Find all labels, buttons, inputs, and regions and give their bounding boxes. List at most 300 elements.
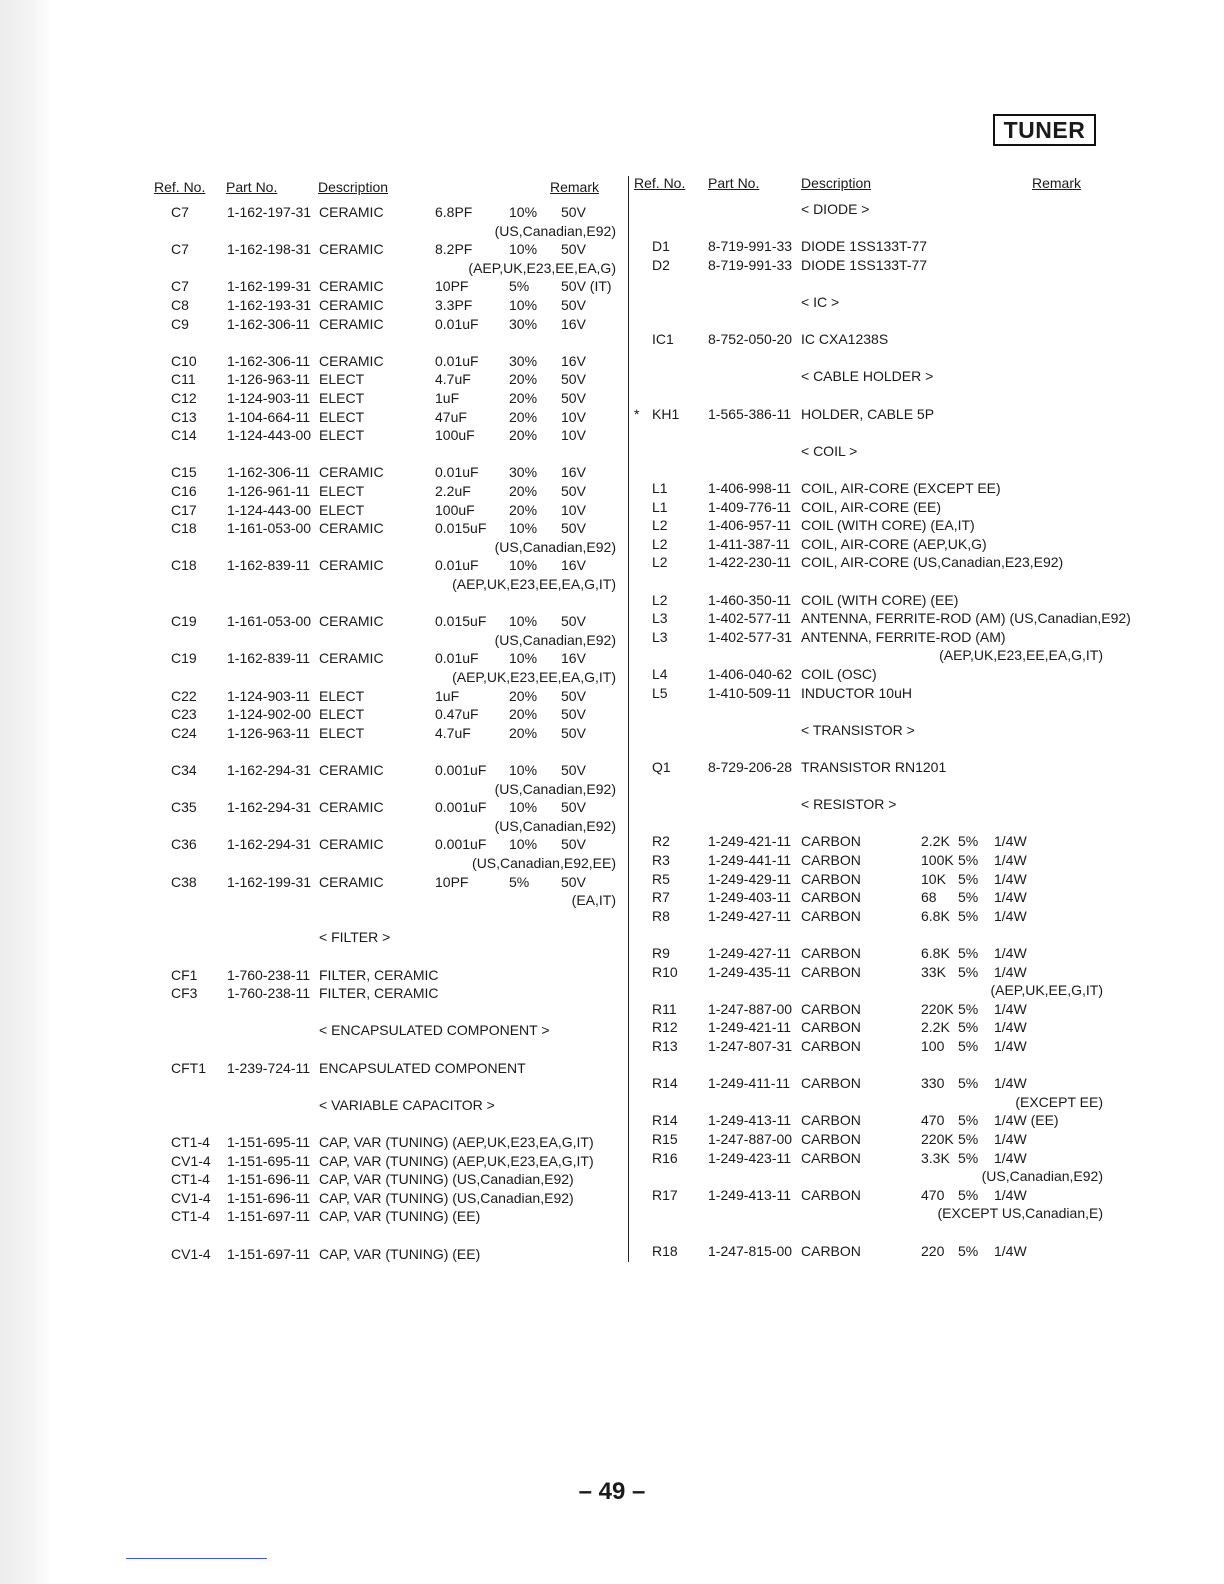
description: FILTER, CERAMIC bbox=[319, 966, 439, 983]
part-no: 1-162-193-31 bbox=[227, 297, 312, 313]
header-ref-no-right: Ref. No. bbox=[634, 175, 686, 191]
header-remark-right: Remark bbox=[1032, 175, 1082, 191]
description: ELECT bbox=[319, 427, 365, 444]
description: CERAMIC bbox=[319, 204, 384, 220]
ref-no: CV1-4 bbox=[171, 1189, 211, 1206]
ref-no: CF3 bbox=[171, 985, 198, 1002]
description: ELECT bbox=[319, 371, 365, 388]
part-no: 1-249-429-11 bbox=[708, 870, 792, 887]
tolerance: 20% bbox=[509, 724, 538, 741]
column-divider bbox=[628, 176, 629, 1262]
part-no: 1-249-411-11 bbox=[708, 1075, 790, 1092]
asterisk-mark: * bbox=[634, 405, 640, 422]
description: ELECT bbox=[319, 390, 365, 406]
rating: 50V bbox=[561, 483, 586, 499]
description: CERAMIC bbox=[319, 799, 384, 816]
header-ref-no: Ref. No. bbox=[154, 179, 206, 195]
rating: 16V bbox=[561, 315, 586, 332]
part-no: 1-162-306-11 bbox=[227, 464, 311, 481]
part-no: 1-151-695-11 bbox=[227, 1134, 311, 1150]
value: 100K bbox=[921, 852, 954, 868]
part-no: 1-760-238-11 bbox=[227, 985, 311, 1002]
description: CAP, VAR (TUNING) (US,Canadian,E92) bbox=[319, 1171, 574, 1188]
ref-no: R7 bbox=[652, 889, 670, 906]
rating: 50V bbox=[561, 520, 586, 537]
part-no: 1-162-197-31 bbox=[227, 204, 312, 220]
ref-no: CT1-4 bbox=[171, 1134, 210, 1150]
description: CARBON bbox=[801, 1186, 861, 1203]
description: CAP, VAR (TUNING) (EE) bbox=[319, 1208, 481, 1225]
tolerance: 20% bbox=[509, 687, 538, 704]
value: 470 bbox=[921, 1186, 945, 1203]
value: 6.8K bbox=[921, 945, 950, 961]
rating: 50V bbox=[561, 204, 586, 220]
description: CERAMIC bbox=[319, 557, 384, 574]
description: COIL (WITH CORE) (EA,IT) bbox=[801, 517, 975, 534]
tolerance: 30% bbox=[509, 464, 538, 481]
tolerance: 10% bbox=[509, 799, 538, 816]
scan-edge-shadow bbox=[0, 0, 52, 1584]
value: 0.01uF bbox=[435, 315, 479, 332]
rating: 10V bbox=[561, 427, 586, 444]
description: CERAMIC bbox=[319, 613, 384, 630]
part-no: 1-124-903-11 bbox=[227, 687, 311, 704]
rating: 50V bbox=[561, 390, 586, 406]
description: ELECT bbox=[319, 483, 365, 499]
value: 10K bbox=[921, 870, 946, 887]
ref-no: C22 bbox=[171, 687, 197, 704]
part-no: 1-249-421-11 bbox=[708, 833, 792, 850]
ref-no: L4 bbox=[652, 666, 668, 682]
description: COIL (OSC) bbox=[801, 666, 877, 682]
tolerance: 5% bbox=[958, 1242, 979, 1259]
description: CARBON bbox=[801, 1000, 861, 1017]
rating: 50V bbox=[561, 836, 586, 853]
header-description: Description bbox=[318, 179, 389, 195]
part-no: 1-409-776-11 bbox=[708, 498, 792, 515]
rating: 50V bbox=[561, 241, 586, 258]
rating: 16V bbox=[561, 464, 586, 481]
ref-no: R11 bbox=[652, 1000, 677, 1017]
ref-no: C8 bbox=[171, 297, 189, 313]
ref-no: R12 bbox=[652, 1019, 678, 1036]
value: 0.01uF bbox=[435, 352, 479, 369]
value: 0.01uF bbox=[435, 650, 479, 667]
wattage: 1/4W bbox=[994, 1038, 1027, 1054]
tolerance: 5% bbox=[958, 963, 979, 980]
part-no: 1-124-443-00 bbox=[227, 501, 312, 518]
value: 8.2PF bbox=[435, 241, 473, 258]
ref-no: L3 bbox=[652, 610, 668, 627]
part-no: 1-760-238-11 bbox=[227, 966, 311, 983]
value: 2.2K bbox=[921, 1019, 950, 1036]
description: CARBON bbox=[801, 1242, 861, 1259]
value: 100 bbox=[921, 1038, 945, 1054]
description: CERAMIC bbox=[319, 352, 384, 369]
description: ELECT bbox=[319, 687, 365, 704]
description: CAP, VAR (TUNING) (AEP,UK,E23,EA,G,IT) bbox=[319, 1134, 594, 1150]
ref-no: R14 bbox=[652, 1075, 678, 1092]
part-no: 1-249-413-11 bbox=[708, 1186, 792, 1203]
tolerance: 20% bbox=[509, 408, 538, 425]
remark-note: (EA,IT) bbox=[571, 892, 616, 909]
tolerance: 5% bbox=[958, 945, 979, 961]
wattage: 1/4W bbox=[994, 1075, 1027, 1092]
ref-no: C15 bbox=[171, 464, 197, 481]
tolerance: 10% bbox=[509, 241, 538, 258]
value: 6.8K bbox=[921, 907, 950, 924]
description: CARBON bbox=[801, 1019, 861, 1036]
value: 68 bbox=[921, 889, 937, 906]
category-label: < TRANSISTOR > bbox=[801, 721, 915, 738]
ref-no: R2 bbox=[652, 833, 670, 850]
part-no: 1-406-998-11 bbox=[708, 480, 792, 496]
page-number: – 49 – bbox=[578, 1478, 646, 1505]
value: 10PF bbox=[435, 278, 469, 295]
part-no: 1-249-423-11 bbox=[708, 1149, 792, 1166]
tolerance: 30% bbox=[509, 352, 538, 369]
ref-no: L3 bbox=[652, 628, 668, 645]
wattage: 1/4W bbox=[994, 907, 1027, 924]
part-no: 1-162-839-11 bbox=[227, 650, 311, 667]
rating: 50V bbox=[561, 724, 586, 741]
part-no: 1-411-387-11 bbox=[708, 535, 790, 552]
part-no: 1-162-294-31 bbox=[227, 762, 312, 778]
rating: 50V bbox=[561, 297, 586, 313]
description: CERAMIC bbox=[319, 315, 384, 332]
ref-no: R10 bbox=[652, 963, 678, 980]
description: CARBON bbox=[801, 1038, 861, 1054]
part-no: 1-162-839-11 bbox=[227, 557, 311, 574]
part-no: 1-406-040-62 bbox=[708, 666, 793, 682]
ref-no: L2 bbox=[652, 554, 668, 571]
category-label: < FILTER > bbox=[319, 929, 391, 946]
value: 0.47uF bbox=[435, 706, 479, 723]
tolerance: 20% bbox=[509, 501, 538, 518]
ref-no: C19 bbox=[171, 650, 197, 667]
ref-no: C12 bbox=[171, 390, 197, 406]
value: 220 bbox=[921, 1242, 945, 1259]
ref-no: C38 bbox=[171, 873, 197, 890]
header-part-no: Part No. bbox=[226, 179, 278, 195]
description: ELECT bbox=[319, 501, 365, 518]
tolerance: 5% bbox=[509, 873, 530, 890]
ref-no: L1 bbox=[652, 498, 668, 515]
remark-note: (AEP,UK,E23,EE,EA,G,IT) bbox=[939, 647, 1103, 664]
part-no: 1-239-724-11 bbox=[227, 1059, 311, 1076]
ref-no: C16 bbox=[171, 483, 197, 499]
tolerance: 20% bbox=[509, 706, 538, 723]
description: ANTENNA, FERRITE-ROD (AM) bbox=[801, 628, 1006, 645]
ref-no: R17 bbox=[652, 1186, 678, 1203]
ref-no: C17 bbox=[171, 501, 197, 518]
rating: 16V bbox=[561, 557, 586, 574]
ref-no: R18 bbox=[652, 1242, 678, 1259]
wattage: 1/4W bbox=[994, 963, 1027, 980]
description: ELECT bbox=[319, 724, 365, 741]
tolerance: 5% bbox=[958, 1000, 979, 1017]
part-no: 1-126-963-11 bbox=[227, 724, 311, 741]
tolerance: 10% bbox=[509, 836, 538, 853]
remark-note: (US,Canadian,E92) bbox=[981, 1168, 1103, 1185]
ref-no: L1 bbox=[652, 480, 668, 496]
part-no: 8-752-050-20 bbox=[708, 331, 793, 348]
part-no: 1-249-427-11 bbox=[708, 945, 792, 961]
description: IC CXA1238S bbox=[801, 331, 889, 348]
rating: 50V bbox=[561, 799, 586, 816]
description: COIL (WITH CORE) (EE) bbox=[801, 591, 959, 608]
ref-no: L5 bbox=[652, 684, 668, 701]
ref-no: KH1 bbox=[652, 405, 680, 422]
part-no: 1-249-427-11 bbox=[708, 907, 792, 924]
part-no: 1-161-053-00 bbox=[227, 613, 312, 630]
value: 10PF bbox=[435, 873, 469, 890]
value: 330 bbox=[921, 1075, 945, 1092]
rating: 50V bbox=[561, 762, 586, 778]
description: CERAMIC bbox=[319, 873, 384, 890]
wattage: 1/4W bbox=[994, 1019, 1027, 1036]
remark-note: (US,Canadian,E92) bbox=[494, 631, 616, 648]
remark-note: (AEP,UK,E23,EE,EA,G,IT) bbox=[452, 576, 616, 592]
remark-note: (US,Canadian,E92) bbox=[494, 222, 616, 239]
wattage: 1/4W bbox=[994, 1186, 1027, 1203]
category-label: < COIL > bbox=[801, 442, 858, 459]
wattage: 1/4W bbox=[994, 945, 1027, 961]
value: 2.2uF bbox=[435, 483, 471, 499]
tolerance: 10% bbox=[509, 520, 538, 537]
wattage: 1/4W bbox=[994, 1000, 1027, 1017]
header-remark: Remark bbox=[550, 179, 600, 195]
description: CARBON bbox=[801, 1131, 861, 1147]
wattage: 1/4W bbox=[994, 1131, 1027, 1147]
description: DIODE 1SS133T-77 bbox=[801, 256, 928, 273]
value: 47uF bbox=[435, 408, 467, 425]
part-no: 1-104-664-11 bbox=[227, 408, 311, 425]
description: CERAMIC bbox=[319, 650, 384, 667]
footer-rule bbox=[126, 1558, 267, 1559]
remark-note: (US,Canadian,E92) bbox=[494, 817, 616, 834]
part-no: 1-162-199-31 bbox=[227, 873, 312, 890]
part-no: 1-162-199-31 bbox=[227, 278, 312, 295]
ref-no: D2 bbox=[652, 256, 670, 273]
value: 0.001uF bbox=[435, 836, 487, 853]
value: 4.7uF bbox=[435, 724, 471, 741]
part-no: 1-161-053-00 bbox=[227, 520, 312, 537]
ref-no: C13 bbox=[171, 408, 197, 425]
ref-no: R15 bbox=[652, 1131, 678, 1147]
rating: 50V bbox=[561, 706, 586, 723]
rating: 50V bbox=[561, 873, 586, 890]
description: INDUCTOR 10uH bbox=[801, 684, 912, 701]
value: 100uF bbox=[435, 501, 475, 518]
part-no: 1-126-961-11 bbox=[227, 483, 311, 499]
part-no: 1-151-695-11 bbox=[227, 1152, 311, 1169]
ref-no: C7 bbox=[171, 278, 189, 295]
description: CARBON bbox=[801, 870, 861, 887]
value: 0.001uF bbox=[435, 799, 487, 816]
ref-no: CV1-4 bbox=[171, 1245, 211, 1262]
part-no: 1-162-294-31 bbox=[227, 836, 312, 853]
part-no: 1-126-963-11 bbox=[227, 371, 311, 388]
ref-no: R9 bbox=[652, 945, 670, 961]
description: FILTER, CERAMIC bbox=[319, 985, 439, 1002]
ref-no: CT1-4 bbox=[171, 1208, 210, 1225]
ref-no: C18 bbox=[171, 557, 197, 574]
description: CARBON bbox=[801, 1075, 861, 1092]
ref-no: C7 bbox=[171, 241, 189, 258]
rating: 50V bbox=[561, 687, 586, 704]
part-no: 1-249-413-11 bbox=[708, 1112, 792, 1129]
part-no: 1-162-306-11 bbox=[227, 315, 311, 332]
part-no: 8-719-991-33 bbox=[708, 256, 793, 273]
ref-no: C11 bbox=[171, 371, 196, 388]
ref-no: R13 bbox=[652, 1038, 678, 1054]
description: ELECT bbox=[319, 706, 365, 723]
description: CARBON bbox=[801, 889, 861, 906]
ref-no: D1 bbox=[652, 238, 670, 255]
description: CERAMIC bbox=[319, 762, 384, 778]
ref-no: R8 bbox=[652, 907, 670, 924]
remark-note: (EXCEPT EE) bbox=[1015, 1093, 1103, 1110]
description: COIL, AIR-CORE (EXCEPT EE) bbox=[801, 480, 1001, 496]
tolerance: 20% bbox=[509, 371, 538, 388]
ref-no: R16 bbox=[652, 1149, 678, 1166]
description: CERAMIC bbox=[319, 297, 384, 313]
tolerance: 10% bbox=[509, 650, 538, 667]
description: CAP, VAR (TUNING) (AEP,UK,E23,EA,G,IT) bbox=[319, 1152, 594, 1169]
category-label: < ENCAPSULATED COMPONENT > bbox=[319, 1022, 550, 1039]
description: COIL, AIR-CORE (AEP,UK,G) bbox=[801, 535, 987, 552]
description: CARBON bbox=[801, 833, 861, 850]
wattage: 1/4W bbox=[994, 833, 1027, 850]
wattage: 1/4W (EE) bbox=[994, 1112, 1059, 1129]
wattage: 1/4W bbox=[994, 870, 1027, 887]
rating: 50V (IT) bbox=[561, 278, 612, 295]
header-part-no-right: Part No. bbox=[708, 175, 760, 191]
description: CARBON bbox=[801, 1112, 861, 1129]
tolerance: 5% bbox=[958, 1112, 979, 1129]
description: ANTENNA, FERRITE-ROD (AM) (US,Canadian,E92) bbox=[801, 610, 1131, 627]
description: CERAMIC bbox=[319, 241, 384, 258]
rating: 50V bbox=[561, 371, 586, 388]
part-no: 1-247-815-00 bbox=[708, 1242, 793, 1259]
ref-no: C18 bbox=[171, 520, 197, 537]
description: CAP, VAR (TUNING) (US,Canadian,E92) bbox=[319, 1189, 574, 1206]
rating: 16V bbox=[561, 650, 586, 667]
ref-no: C14 bbox=[171, 427, 197, 444]
description: HOLDER, CABLE 5P bbox=[801, 405, 935, 422]
ref-no: CV1-4 bbox=[171, 1152, 211, 1169]
part-no: 1-162-294-31 bbox=[227, 799, 312, 816]
description: CERAMIC bbox=[319, 836, 384, 853]
ref-no: L2 bbox=[652, 517, 668, 534]
value: 220K bbox=[921, 1131, 954, 1147]
part-no: 1-247-887-00 bbox=[708, 1000, 793, 1017]
tolerance: 10% bbox=[509, 557, 538, 574]
part-no: 8-719-991-33 bbox=[708, 238, 793, 255]
ref-no: C24 bbox=[171, 724, 197, 741]
part-no: 1-151-697-11 bbox=[227, 1245, 311, 1262]
remark-note: (US,Canadian,E92,EE) bbox=[472, 855, 616, 871]
value: 0.01uF bbox=[435, 464, 479, 481]
ref-no: C36 bbox=[171, 836, 197, 853]
part-no: 1-402-577-11 bbox=[708, 610, 792, 627]
tolerance: 5% bbox=[958, 1149, 979, 1166]
ref-no: C34 bbox=[171, 762, 197, 778]
value: 0.01uF bbox=[435, 557, 479, 574]
tolerance: 5% bbox=[958, 889, 979, 906]
description: CARBON bbox=[801, 852, 861, 868]
ref-no: R14 bbox=[652, 1112, 678, 1129]
tolerance: 5% bbox=[958, 907, 979, 924]
description: ELECT bbox=[319, 408, 365, 425]
value: 6.8PF bbox=[435, 204, 473, 220]
value: 100uF bbox=[435, 427, 475, 444]
ref-no: C7 bbox=[171, 204, 189, 220]
value: 470 bbox=[921, 1112, 945, 1129]
description: COIL, AIR-CORE (EE) bbox=[801, 498, 942, 515]
ref-no: C35 bbox=[171, 799, 197, 816]
tolerance: 10% bbox=[509, 762, 538, 778]
description: CERAMIC bbox=[319, 278, 384, 295]
tolerance: 20% bbox=[509, 483, 538, 499]
tolerance: 20% bbox=[509, 427, 538, 444]
ref-no: C10 bbox=[171, 352, 197, 369]
part-no: 1-565-386-11 bbox=[708, 405, 792, 422]
category-label: < VARIABLE CAPACITOR > bbox=[319, 1096, 495, 1113]
description: CARBON bbox=[801, 907, 861, 924]
tolerance: 5% bbox=[958, 1019, 979, 1036]
description: ENCAPSULATED COMPONENT bbox=[319, 1059, 526, 1076]
tolerance: 10% bbox=[509, 613, 538, 630]
rating: 10V bbox=[561, 408, 586, 425]
value: 0.015uF bbox=[435, 613, 487, 630]
remark-note: (US,Canadian,E92) bbox=[494, 780, 616, 797]
part-no: 1-151-696-11 bbox=[227, 1189, 311, 1206]
description: CARBON bbox=[801, 1149, 861, 1166]
value: 33K bbox=[921, 963, 946, 980]
part-no: 1-406-957-11 bbox=[708, 517, 792, 534]
part-no: 1-124-902-00 bbox=[227, 706, 312, 723]
tolerance: 5% bbox=[958, 1131, 979, 1147]
ref-no: C23 bbox=[171, 706, 197, 723]
ref-no: C9 bbox=[171, 315, 189, 332]
value: 0.001uF bbox=[435, 762, 487, 778]
tolerance: 5% bbox=[958, 1186, 979, 1203]
tolerance: 5% bbox=[958, 833, 979, 850]
part-no: 1-249-421-11 bbox=[708, 1019, 792, 1036]
tolerance: 30% bbox=[509, 315, 538, 332]
part-no: 1-460-350-11 bbox=[708, 591, 792, 608]
part-no: 1-247-887-00 bbox=[708, 1131, 793, 1147]
part-no: 1-249-441-11 bbox=[708, 852, 792, 868]
value: 3.3PF bbox=[435, 297, 473, 313]
remark-note: (EXCEPT US,Canadian,E) bbox=[937, 1205, 1103, 1222]
value: 2.2K bbox=[921, 833, 950, 850]
part-no: 8-729-206-28 bbox=[708, 759, 793, 775]
value: 4.7uF bbox=[435, 371, 471, 388]
tolerance: 10% bbox=[509, 204, 538, 220]
tolerance: 10% bbox=[509, 297, 538, 313]
category-label: < CABLE HOLDER > bbox=[801, 368, 934, 385]
description: CARBON bbox=[801, 945, 861, 961]
ref-no: CT1-4 bbox=[171, 1171, 210, 1188]
ref-no: R5 bbox=[652, 870, 670, 887]
description: CERAMIC bbox=[319, 464, 384, 481]
description: TRANSISTOR RN1201 bbox=[801, 759, 947, 775]
header-description-right: Description bbox=[801, 175, 872, 191]
description: COIL, AIR-CORE (US,Canadian,E23,E92) bbox=[801, 554, 1064, 571]
